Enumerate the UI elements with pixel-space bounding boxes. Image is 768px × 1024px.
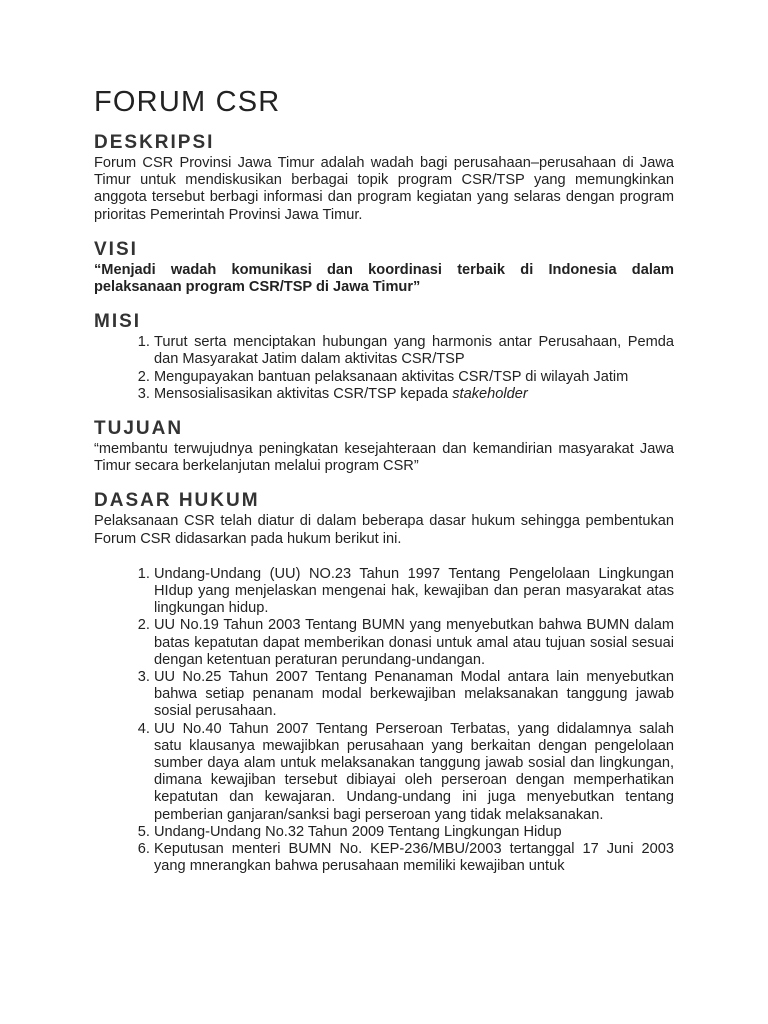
- dasar-hukum-item: 1. Undang-Undang (UU) NO.23 Tahun 1997 Tentang Pengelolaan Lingkungan HIdup yang menjelaskan mengenai hak, kewajiban dan peran masyarakat atas lingkungan hidup.: [154, 566, 674, 618]
- heading-deskripsi: DESKRIPSI: [94, 132, 215, 153]
- section-visi: [94, 238, 674, 296]
- dasar-hukum-item: 6. Keputusan menteri BUMN No. KEP-236/MBU/2003 tertanggal 17 Juni 2003 yang mnerangkan bahwa perusahaan memiliki kewajiban untuk: [154, 841, 674, 875]
- spacer: [94, 548, 674, 566]
- misi-item: 1. Turut serta menciptakan hubungan yang harmonis antar Perusahaan, Pemda dan Masyarakat Jatim dalam aktivitas CSR/TSP: [154, 334, 674, 368]
- section-deskripsi: [94, 131, 674, 224]
- misi-item: [154, 386, 674, 403]
- misi-item: 2. Mengupayakan bantuan pelaksanaan aktivitas CSR/TSP di wilayah Jatim: [154, 369, 674, 386]
- section-misi: [94, 310, 674, 403]
- dasar-hukum-intro: Pelaksanaan CSR telah diatur di dalam beberapa dasar hukum sehingga pembentukan Forum CSR didasarkan pada hukum berikut ini.: [94, 513, 674, 547]
- tujuan-text: “membantu terwujudnya peningkatan kesejahteraan dan kemandirian masyarakat Jawa Timur secara berkelanjutan melalui program CSR”: [94, 441, 674, 475]
- heading-tujuan: TUJUAN: [94, 418, 184, 440]
- document-page: [94, 86, 674, 890]
- heading-dasar-hukum: DASAR HUKUM: [94, 490, 260, 512]
- heading-visi: VISI: [94, 238, 138, 260]
- dasar-hukum-item: 3. UU No.25 Tahun 2007 Tentang Penanaman Modal antara lain menyebutkan bahwa setiap penanam modal berkewajiban melaksanakan tanggung jawab sosial perusahaan.: [154, 669, 674, 721]
- heading-misi: MISI: [94, 311, 142, 333]
- deskripsi-text: Forum CSR Provinsi Jawa Timur adalah wadah bagi perusahaan–perusahaan di Jawa Timur untuk mendiskusikan berbagai topik program CSR/TSP yang memungkinkan anggota tersebut berbagi informasi dan program kegiatan yang selaras dengan program prioritas Pemerintah Provinsi Jawa Timur.: [94, 155, 674, 223]
- dasar-hukum-list: [94, 566, 674, 876]
- dasar-hukum-item: 5. Undang-Undang No.32 Tahun 2009 Tentang Lingkungan Hidup: [154, 824, 674, 841]
- dasar-hukum-item: 4. UU No.40 Tahun 2007 Tentang Perseroan Terbatas, yang didalamnya salah satu klausanya mewajibkan perusahaan yang berkaitan dengan pengelolaan sumber daya alam untuk melaksanakan tanggung jawab sosial dan lingkungan, dimana kewajiban tersebut dibiayai oleh perseroan dengan memperhatikan kepatutan dan kewajaran. Undang-undang ini juga menyebutkan tentang pemberian ganjaran/sanksi bagi perseroan yang tidak melaksanakan.: [154, 721, 674, 824]
- section-tujuan: [94, 417, 674, 475]
- section-dasar-hukum: [94, 489, 674, 875]
- document-title: FORUM CSR: [94, 86, 281, 118]
- dasar-hukum-item: 2. UU No.19 Tahun 2003 Tentang BUMN yang menyebutkan bahwa BUMN dalam batas kepatutan dapat memberikan donasi untuk amal atau tujuan sosial sesuai dengan ketentuan peraturan perundang-undangan.: [154, 617, 674, 669]
- misi-item-italic: stakeholder: [452, 385, 528, 402]
- misi-list: [94, 334, 674, 403]
- visi-text: “Menjadi wadah komunikasi dan koordinasi terbaik di Indonesia dalam pelaksanaan program CSR/TSP di Jawa Timur”: [94, 261, 674, 296]
- misi-item-text: Mensosialisasikan aktivitas CSR/TSP kepada: [154, 385, 453, 402]
